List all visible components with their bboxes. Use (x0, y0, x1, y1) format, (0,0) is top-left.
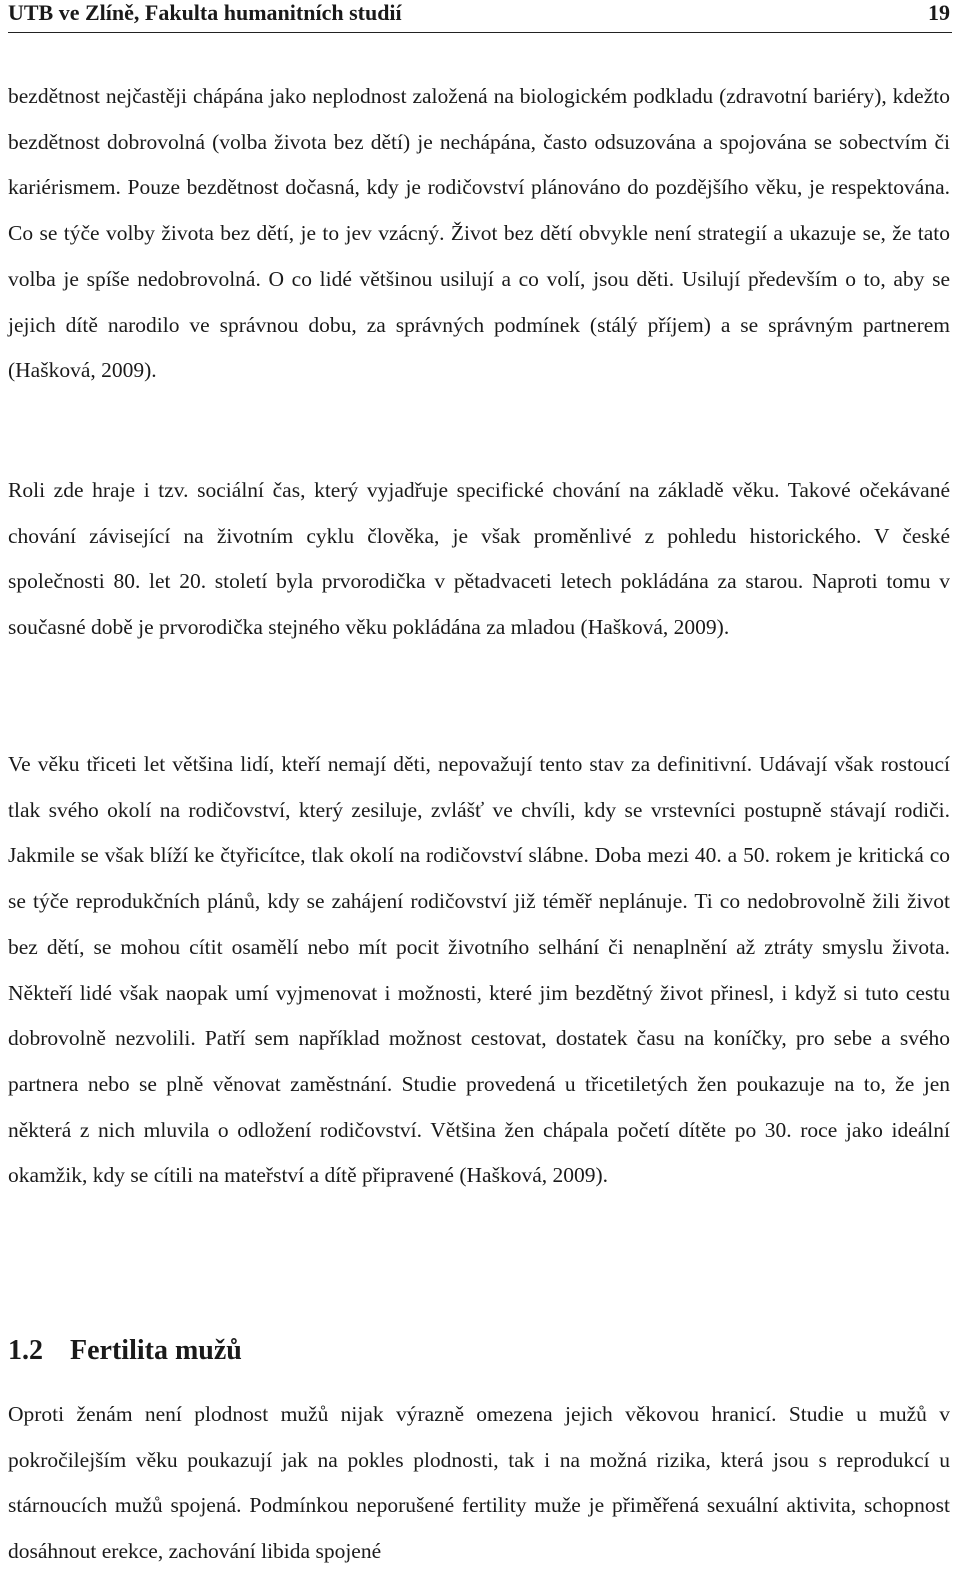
page-number: 19 (928, 0, 950, 25)
header-title: UTB ve Zlíně, Fakulta humanitních studií (8, 0, 402, 25)
section-heading (8, 1331, 242, 1371)
section-title: Fertilita mužů (70, 1335, 242, 1366)
section-number: 1.2 (8, 1335, 43, 1366)
page-header (8, 0, 952, 33)
body-paragraph: Roli zde hraje i tzv. sociální čas, který vyjadřuje specifické chování na základě věku. Takové očekávané chování závisející na životním cyklu člověka, je však proměnlivé z pohledu historického. V české společnosti 80. let 20. století byla prvorodička v pětadvaceti letech pokládána za starou. Naproti tomu v současné době je prvorodička stejného věku pokládána za mladou (Hašková, 2009). (8, 478, 950, 640)
body-paragraph: Ve věku třiceti let většina lidí, kteří nemají děti, nepovažují tento stav za definitivní. Udávají však rostoucí tlak svého okolí na rodičovství, který zesiluje, zvlášť ve chvíli, kdy se vrstevníci postupně stávají rodiči. Jakmile se však blíží ke čtyřicítce, tlak okolí na rodičovství slábne. Doba mezi 40. a 50. rokem je kritická co se týče reprodukčních plánů, kdy se zahájení rodičovství již téměř neplánuje. Ti co nedobrovolně žili život bez dětí, se mohou cítit osamělí nebo mít pocit životního selhání či nenaplnění až ztráty smyslu života. Někteří lidé však naopak umí vyjmenovat i možnosti, které jim bezdětný život přinesl, i když si tuto cestu dobrovolně nezvolili. Patří sem například možnost cestovat, dostatek času na koníčky, pro sebe a svého partnera nebo se plně věnovat zaměstnání. Studie provedená u třicetiletých žen poukazuje na to, že jen některá z nich mluvila o odložení rodičovství. Většina žen chápala početí dítěte po 30. roce jako ideální okamžik, kdy se cítili na mateřství a dítě připravené (Hašková, 2009). (8, 752, 950, 1188)
body-paragraph: Oproti ženám není plodnost mužů nijak výrazně omezena jejich věkovou hranicí. Studie u mužů v pokročilejším věku poukazují jak na pokles plodnosti, tak i na možná rizika, která jsou s reprodukcí u stárnoucích mužů spojená. Podmínkou neporušené fertility muže je přiměřená sexuální aktivita, schopnost dosáhnout erekce, zachování libida spojené (8, 1402, 950, 1564)
body-paragraph: bezdětnost nejčastěji chápána jako neplodnost založená na biologickém podkladu (zdravotní bariéry), kdežto bezdětnost dobrovolná (volba života bez dětí) je nechápána, často odsuzována a spojována se sobectvím či kariérismem. Pouze bezdětnost dočasná, kdy je rodičovství plánováno do pozdějšího věku, je respektována. Co se týče volby života bez dětí, je to jev vzácný. Život bez dětí obvykle není strategií a ukazuje se, že tato volba je spíše nedobrovolná. O co lidé většinou usilují a co volí, jsou děti. Usilují především o to, aby se jejich dítě narodilo ve správnou dobu, za správných podmínek (stálý příjem) a se správným partnerem (Hašková, 2009). (8, 84, 950, 383)
